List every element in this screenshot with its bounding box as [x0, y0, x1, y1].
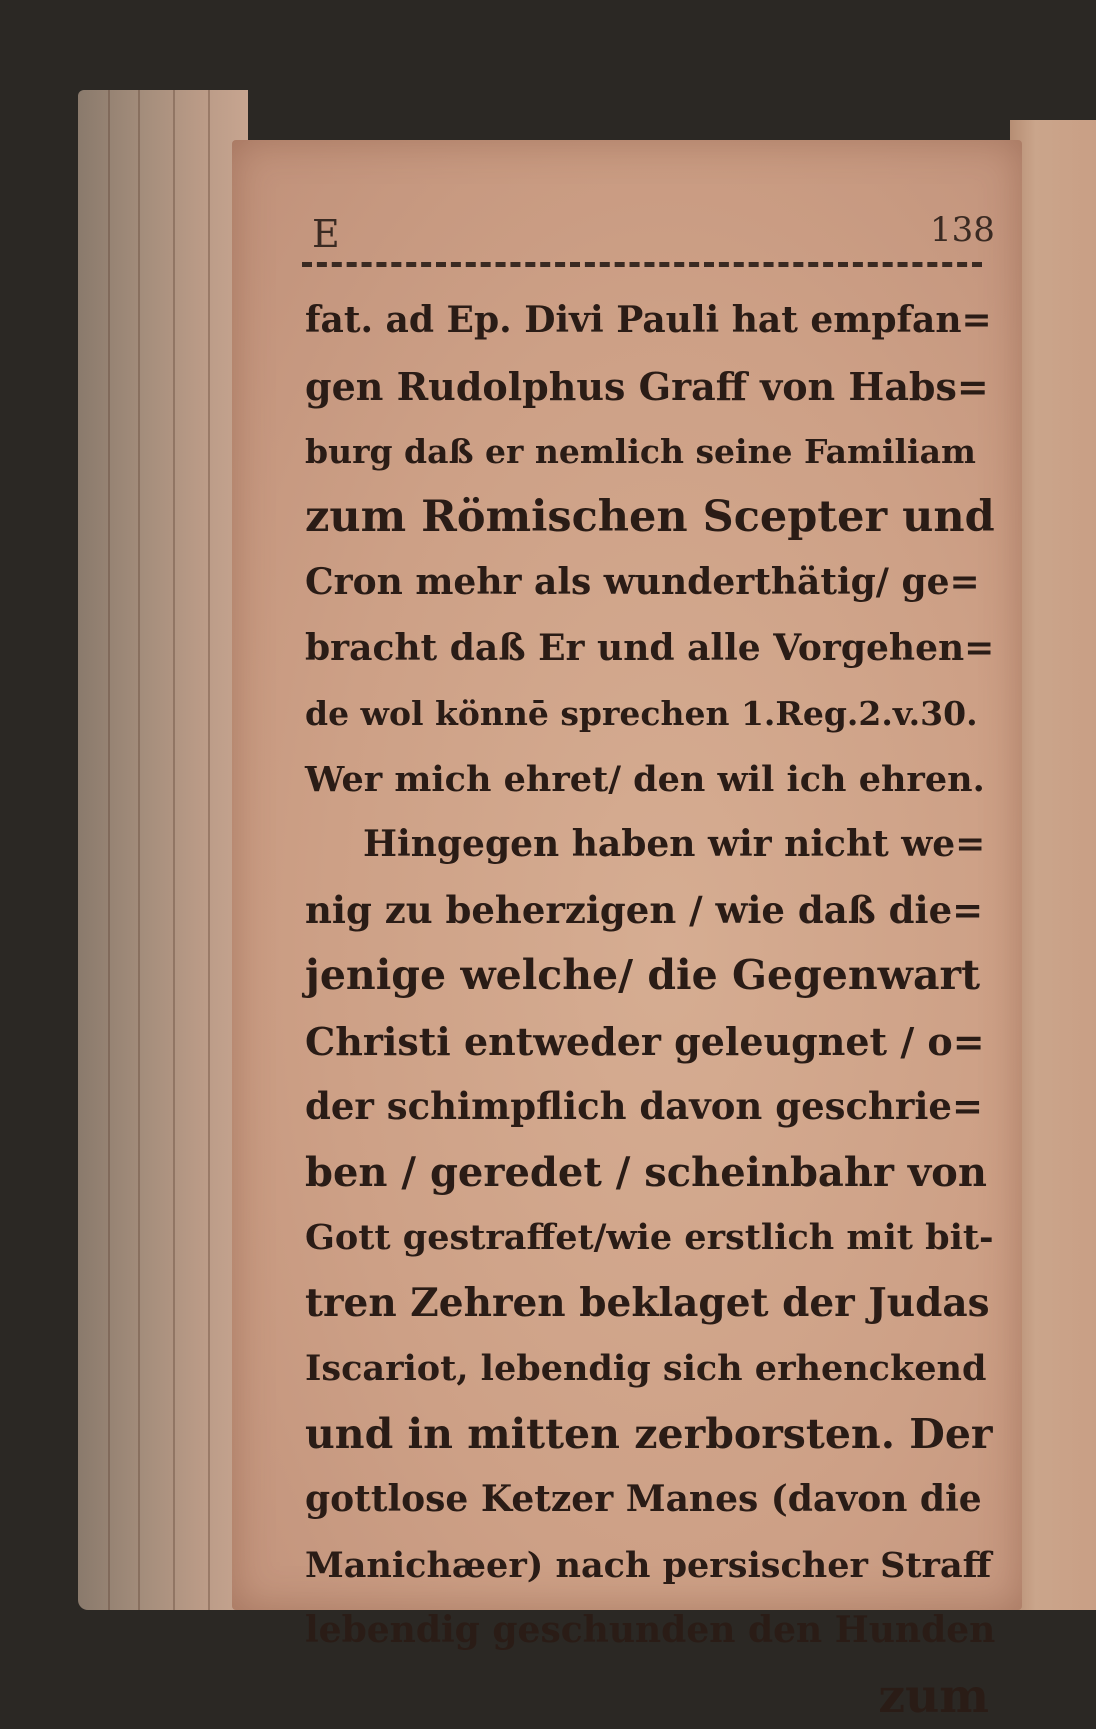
text-line: zum Römischen Scepter und — [305, 485, 995, 551]
text-line: tren Zehren beklaget der Judas — [305, 1271, 995, 1337]
text-line: lebendig geschunden den Hunden — [305, 1598, 995, 1664]
text-line: gen Rudolphus Graff von Habs= — [305, 354, 995, 420]
text-line: gottlose Ketzer Manes (davon die — [305, 1467, 995, 1533]
text-line: de wol könnē sprechen 1.Reg.2.v.30. — [305, 681, 995, 747]
text-line: Hingegen haben wir nicht we= — [305, 812, 995, 878]
text-line: burg daß er nemlich seine Familiam — [305, 419, 995, 485]
page-header-letter: E — [312, 212, 340, 256]
text-line: ben / geredet / scheinbahr von — [305, 1140, 995, 1206]
text-line: Manichæer) nach persischer Straff — [305, 1533, 995, 1599]
text-line: bracht daß Er und alle Vorgehen= — [305, 616, 995, 682]
text-line: und in mitten zerborsten. Der — [305, 1402, 995, 1468]
text-line: Wer mich ehret/ den wil ich ehren. — [305, 747, 995, 813]
text-line: nig zu beherzigen / wie daß die= — [305, 878, 995, 944]
facing-page-edge — [1010, 120, 1096, 1610]
text-line: jenige welche/ die Gegenwart — [305, 943, 995, 1009]
header-rule — [302, 262, 982, 267]
catchword: zum — [305, 1664, 995, 1729]
page-text — [305, 288, 995, 1729]
text-line: Christi entweder geleugnet / o= — [305, 1009, 995, 1075]
page-number: 138 — [930, 210, 995, 250]
text-line: fat. ad Ep. Divi Pauli hat empfan= — [305, 288, 995, 354]
text-line: der schimpflich davon geschrie= — [305, 1074, 995, 1140]
text-line: Iscariot, lebendig sich erhenckend — [305, 1336, 995, 1402]
book-page-edges — [78, 90, 248, 1610]
text-line: Cron mehr als wunderthätig/ ge= — [305, 550, 995, 616]
text-line: Gott gestraffet/wie erstlich mit bit- — [305, 1205, 995, 1271]
